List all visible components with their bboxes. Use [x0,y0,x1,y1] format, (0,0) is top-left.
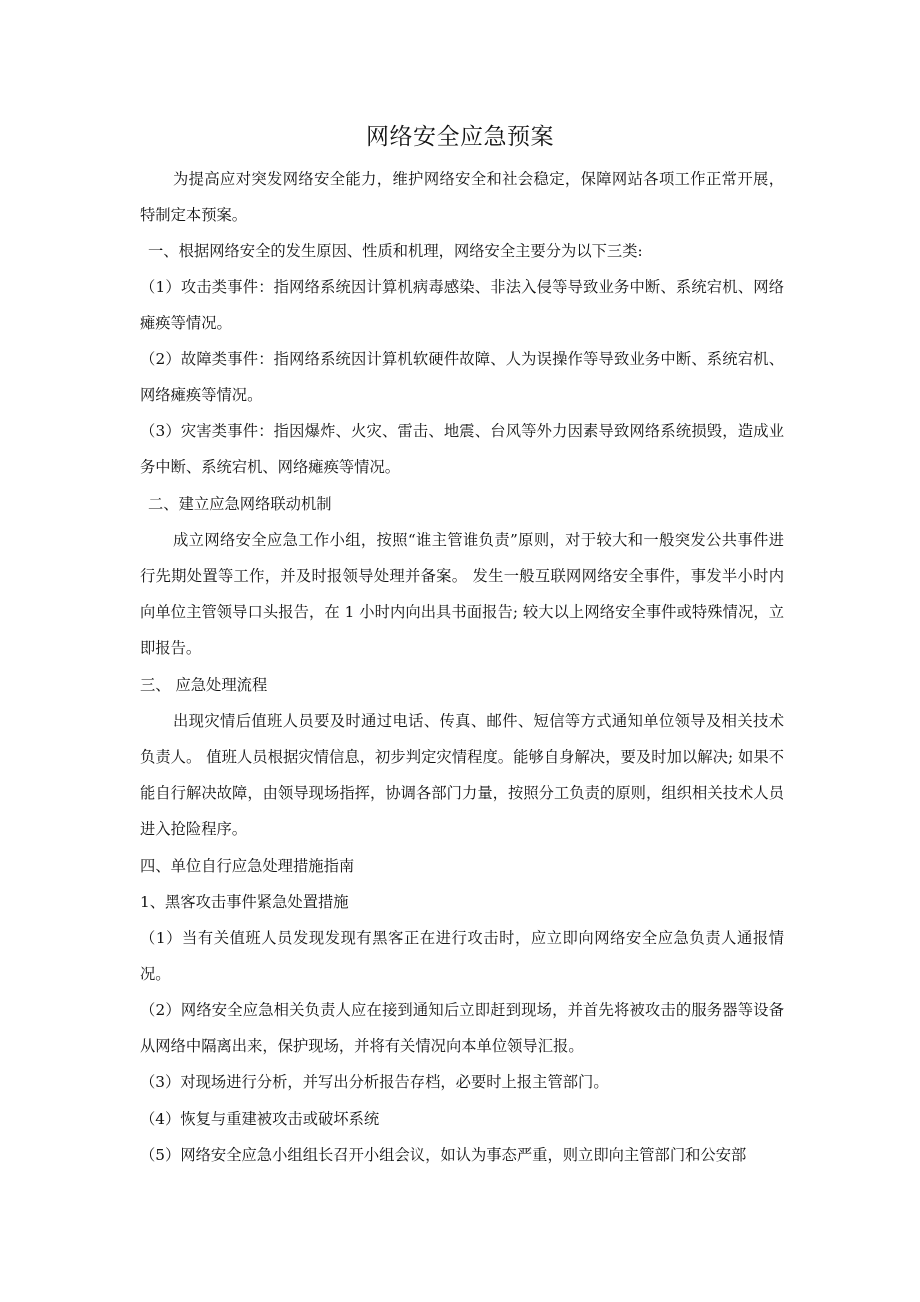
section-2-heading: 二、建立应急网络联动机制 [148,495,332,513]
section-3-heading: 三、 应急处理流程 [140,676,268,694]
section-3-body: 出现灾情后值班人员要及时通过电话、传真、邮件、短信等方式通知单位领导及相关技术负责人。 值班人员根据灾情信息，初步判定灾情程度。能够自身解决，要及时加以解决; 如果不能自行解决故障，由领导现场指挥，协调各部门力量，按照分工负责的原则，组织相关技术人员进入抢险程序。 [140,712,784,838]
hacker-step-1: （1）当有关值班人员发现发现有黑客正在进行攻击时，应立即向网络安全应急负责人通报情况。 [140,929,784,983]
document-title: 网络安全应急预案 [366,124,554,150]
hacker-step-2: （2）网络安全应急相关负责人应在接到通知后立即赶到现场，并首先将被攻击的服务器等设备从网络中隔离出来，保护现场，并将有关情况向本单位领导汇报。 [140,1001,784,1055]
intro-paragraph: 为提高应对突发网络安全能力，维护网络安全和社会稳定，保障网站各项工作正常开展，特制定本预案。 [140,170,784,224]
section-2-body: 成立网络安全应急工作小组，按照“谁主管谁负责”原则，对于较大和一般突发公共事件进行先期处置等工作，并及时报领导处理并备案。 发生一般互联网网络安全事件，事发半小时内向单位主管领导口头报告，在 1 小时内向出具书面报告; 较大以上网络安全事件或特殊情况，立即报告。 [140,531,784,657]
subsection-hacker-heading: 1、黑客攻击事件紧急处置措施 [140,893,349,911]
section-1-heading: 一、根据网络安全的发生原因、性质和机理，网络安全主要分为以下三类: [148,242,643,260]
list-item-disaster: （3）灾害类事件：指因爆炸、火灾、雷击、地震、台风等外力因素导致网络系统损毁，造成业务中断、系统宕机、网络瘫痪等情况。 [140,422,784,476]
section-4-heading: 四、单位自行应急处理措施指南 [140,857,355,875]
hacker-step-4: （4）恢复与重建被攻击或破坏系统 [140,1110,380,1128]
list-item-attack: （1）攻击类事件：指网络系统因计算机病毒感染、非法入侵等导致业务中断、系统宕机、网络瘫痪等情况。 [140,278,784,332]
list-item-fault: （2）故障类事件：指网络系统因计算机软硬件故障、人为误操作等导致业务中断、系统宕机、网络瘫痪等情况。 [140,350,784,404]
hacker-step-3: （3）对现场进行分析，并写出分析报告存档，必要时上报主管部门。 [140,1073,609,1091]
hacker-step-5: （5）网络安全应急小组组长召开小组会议，如认为事态严重，则立即向主管部门和公安部 [140,1146,747,1164]
